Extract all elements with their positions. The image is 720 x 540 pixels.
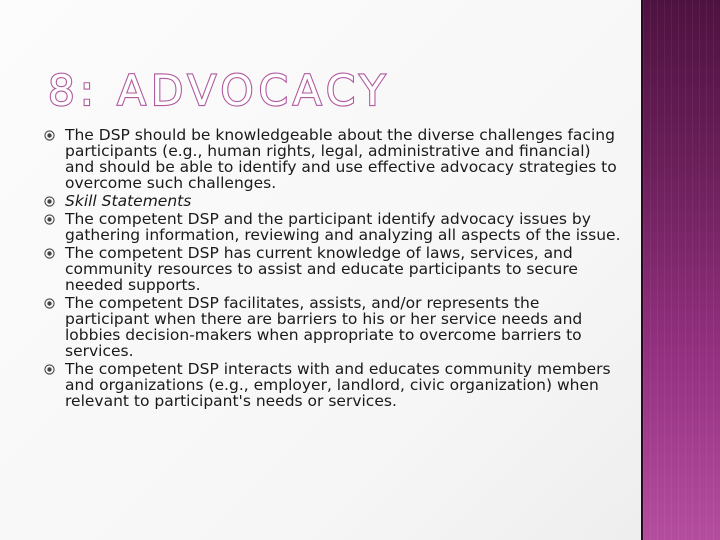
bullet-text: The competent DSP facilitates, assists, and/or represents the participant when there are barriers to his or her service needs and lobbies decision-makers when appropriate to overcome barriers to services.: [65, 294, 583, 360]
bullet-item: [44, 127, 624, 191]
bullet-item: [44, 245, 624, 293]
circled-bullet-icon: [44, 298, 55, 309]
bullet-item: [44, 295, 624, 359]
circled-bullet-icon: [44, 248, 55, 259]
side-panel-texture: [643, 0, 720, 540]
bullet-text: The competent DSP interacts with and educates community members and organizations (e.g., employer, landlord, civic organization) when relevant to participant's needs or services.: [65, 360, 611, 410]
decorative-side-panel: [643, 0, 720, 540]
circled-bullet-icon: [44, 214, 55, 225]
bullet-text: Skill Statements: [65, 192, 192, 210]
slide-title: 8: ADVOCACY: [48, 66, 391, 115]
bullet-item: [44, 193, 624, 209]
bullet-text: The DSP should be knowledgeable about the diverse challenges facing participants (e.g., human rights, legal, administrative and financial) and should be able to identify and use effective advocacy strategies to overcome such challenges.: [65, 126, 617, 192]
bullet-item: [44, 361, 624, 409]
circled-bullet-icon: [44, 196, 55, 207]
bullet-text: The competent DSP and the participant identify advocacy issues by gathering information, reviewing and analyzing all aspects of the issue.: [65, 210, 621, 244]
circled-bullet-icon: [44, 130, 55, 141]
circled-bullet-icon: [44, 364, 55, 375]
bullet-item: [44, 211, 624, 243]
bullet-text: The competent DSP has current knowledge of laws, services, and community resources to assist and educate participants to secure needed supports.: [65, 244, 578, 294]
bullet-list: [44, 127, 624, 411]
